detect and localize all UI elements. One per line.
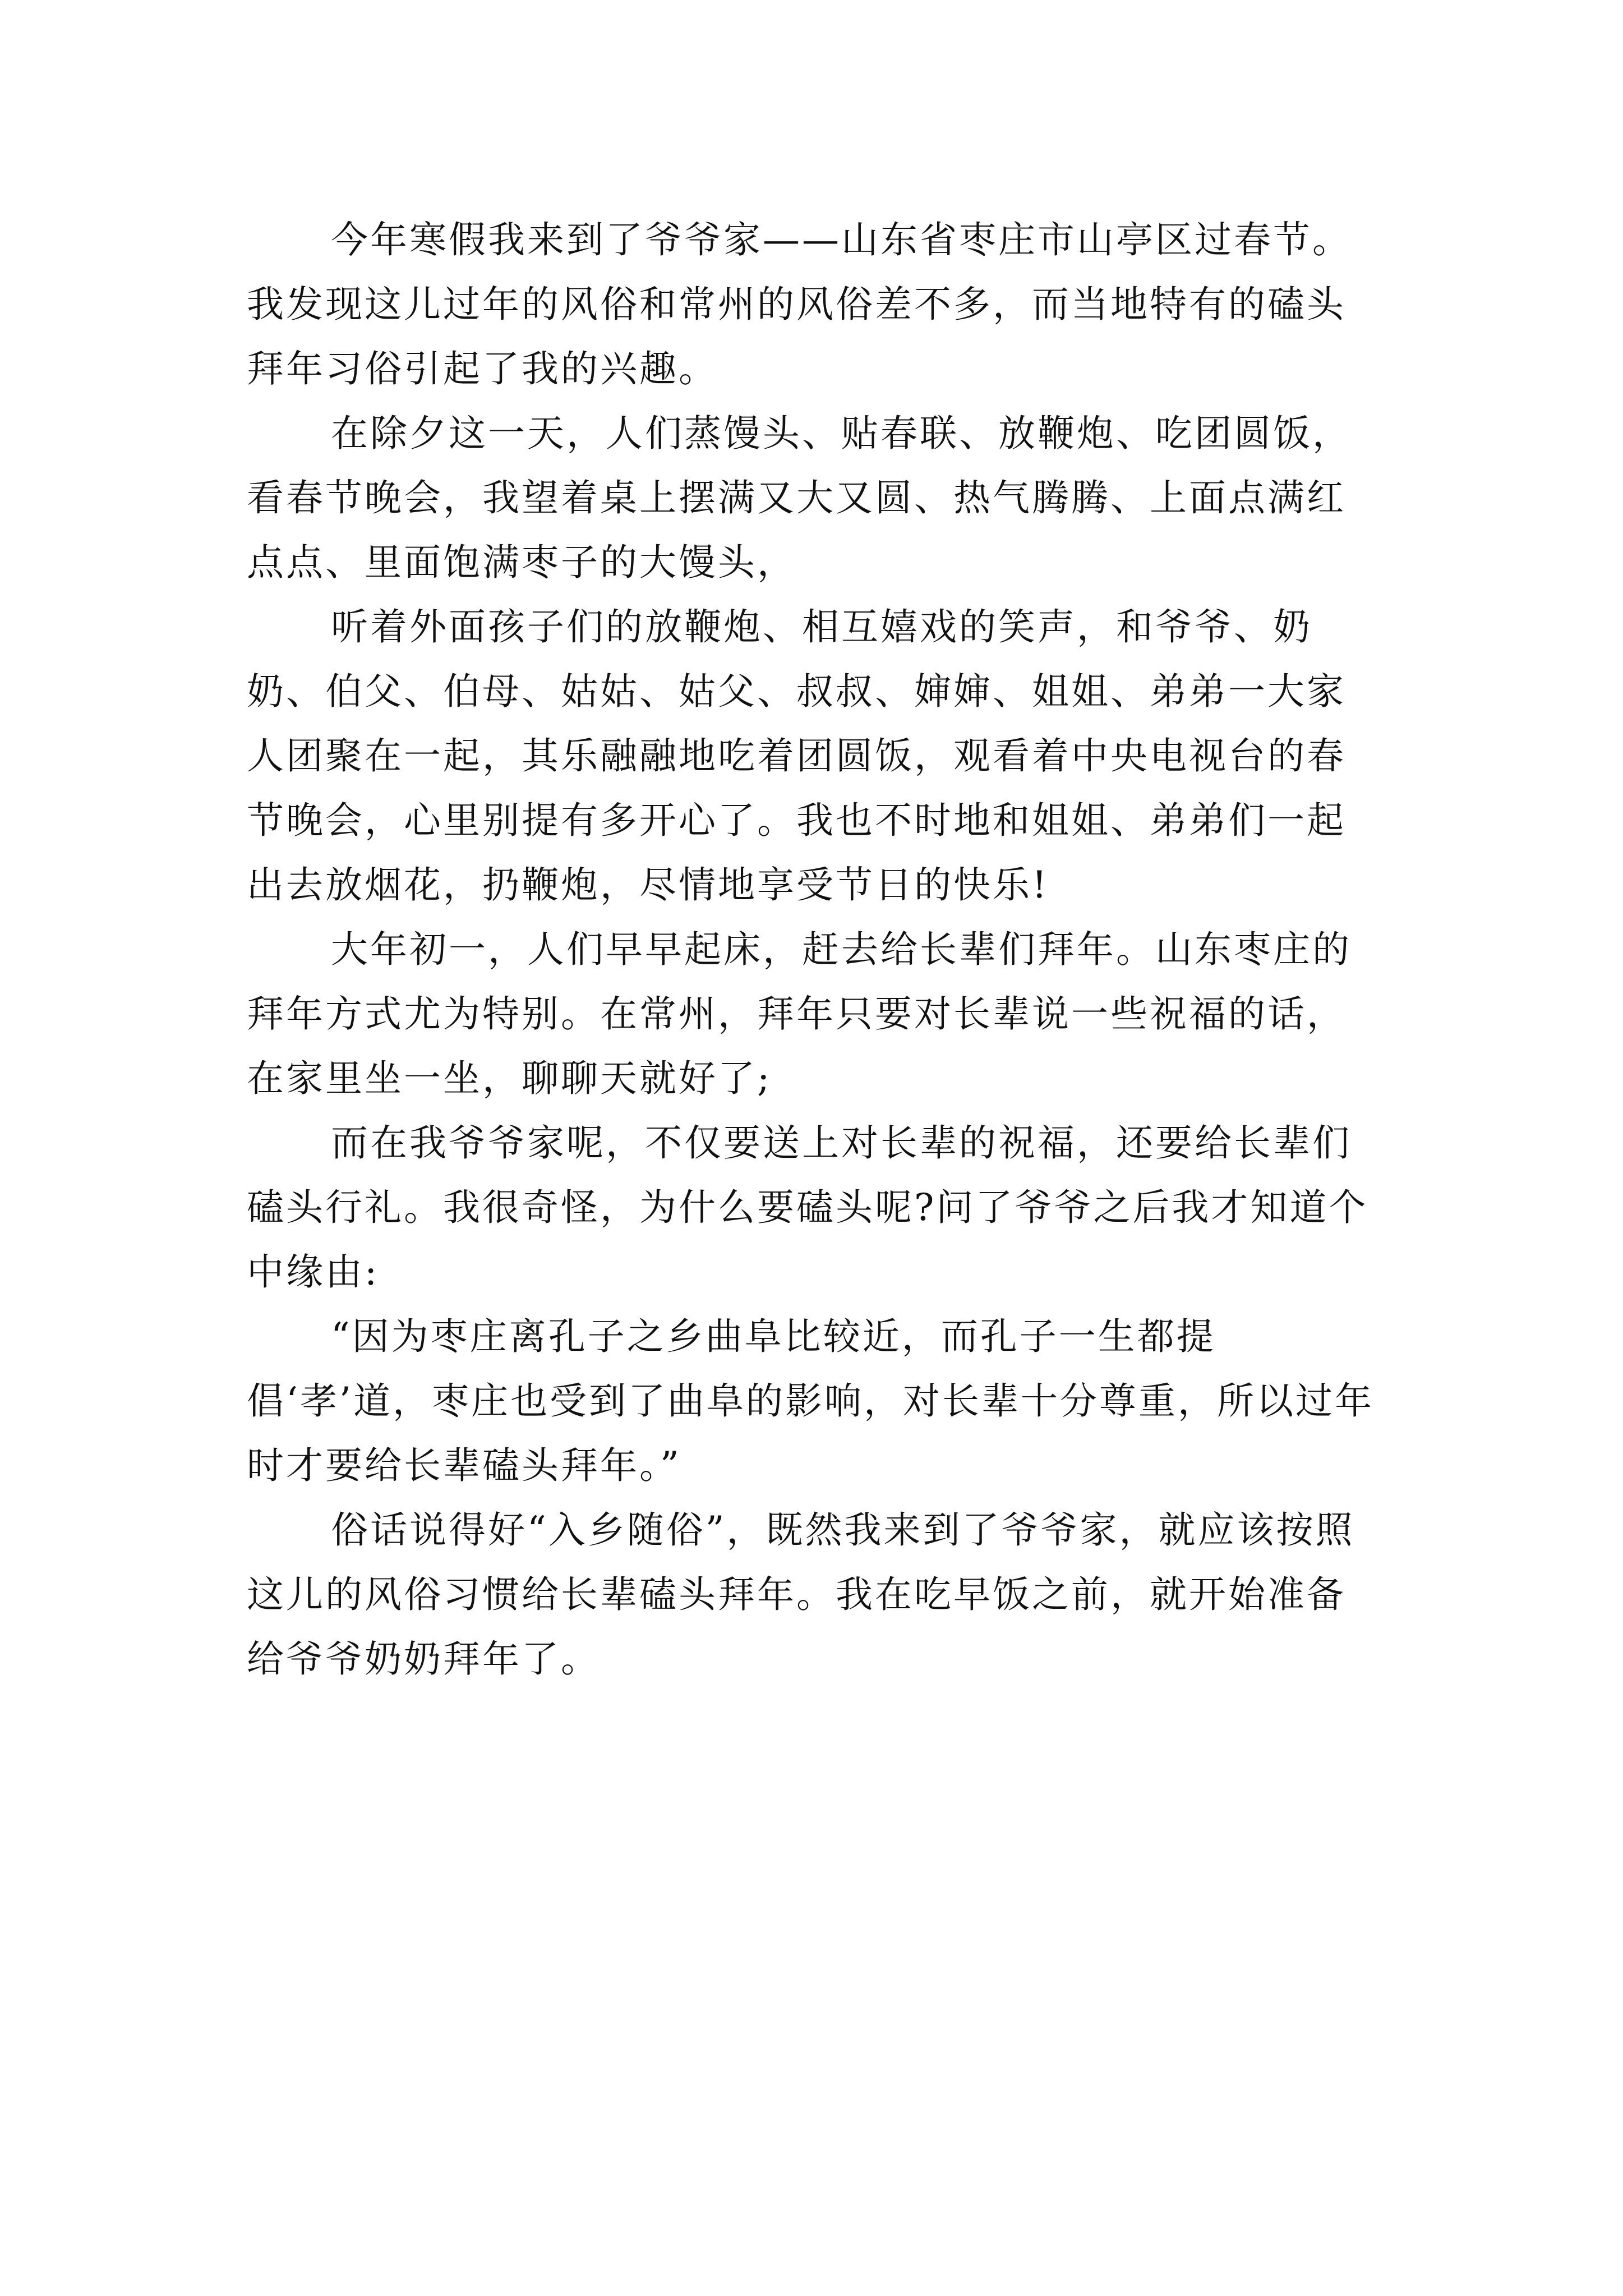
paragraph-5: 而在我爷爷家呢，不仅要送上对长辈的祝福，还要给长辈们磕头行礼。我很奇怪，为什么要磕头呢?问了爷爷之后我才知道个中缘由:: [247, 1121, 1368, 1294]
paragraph-2: 在除夕这一天，人们蒸馒头、贴春联、放鞭炮、吃团圆饭，看春节晚会，我望着桌上摆满又大又圆、热气腾腾、上面点满红点点、里面饱满枣子的大馒头，: [247, 412, 1352, 584]
document-body: [247, 208, 1380, 1691]
paragraph-1: 今年寒假我来到了爷爷家——山东省枣庄市山亭区过春节。我发现这儿过年的风俗和常州的风俗差不多，而当地特有的磕头拜年习俗引起了我的兴趣。: [247, 218, 1352, 390]
paragraph-6: “因为枣庄离孔子之乡曲阜比较近，而孔子一生都提倡‘孝’道，枣庄也受到了曲阜的影响，对长辈十分尊重，所以过年时才要给长辈磕头拜年。”: [247, 1315, 1374, 1487]
paragraph-7: 俗话说得好“入乡随俗”，既然我来到了爷爷家，就应该按照这儿的风俗习惯给长辈磕头拜年。我在吃早饭之前，就开始准备给爷爷奶奶拜年了。: [247, 1508, 1355, 1681]
paragraph-4: 大年初一，人们早早起床，赶去给长辈们拜年。山东枣庄的拜年方式尤为特别。在常州，拜年只要对长辈说一些祝福的话，在家里坐一坐，聊聊天就好了;: [247, 928, 1352, 1100]
paragraph-3: 听着外面孩子们的放鞭炮、相互嬉戏的笑声，和爷爷、奶奶、伯父、伯母、姑姑、姑父、叔叔、婶婶、姐姐、弟弟一大家人团聚在一起，其乐融融地吃着团圆饭，观看着中央电视台的春节晚会，心里别提有多开心了。我也不时地和姐姐、弟弟们一起出去放烟花，扔鞭炮，尽情地享受节日的快乐!: [247, 605, 1346, 907]
